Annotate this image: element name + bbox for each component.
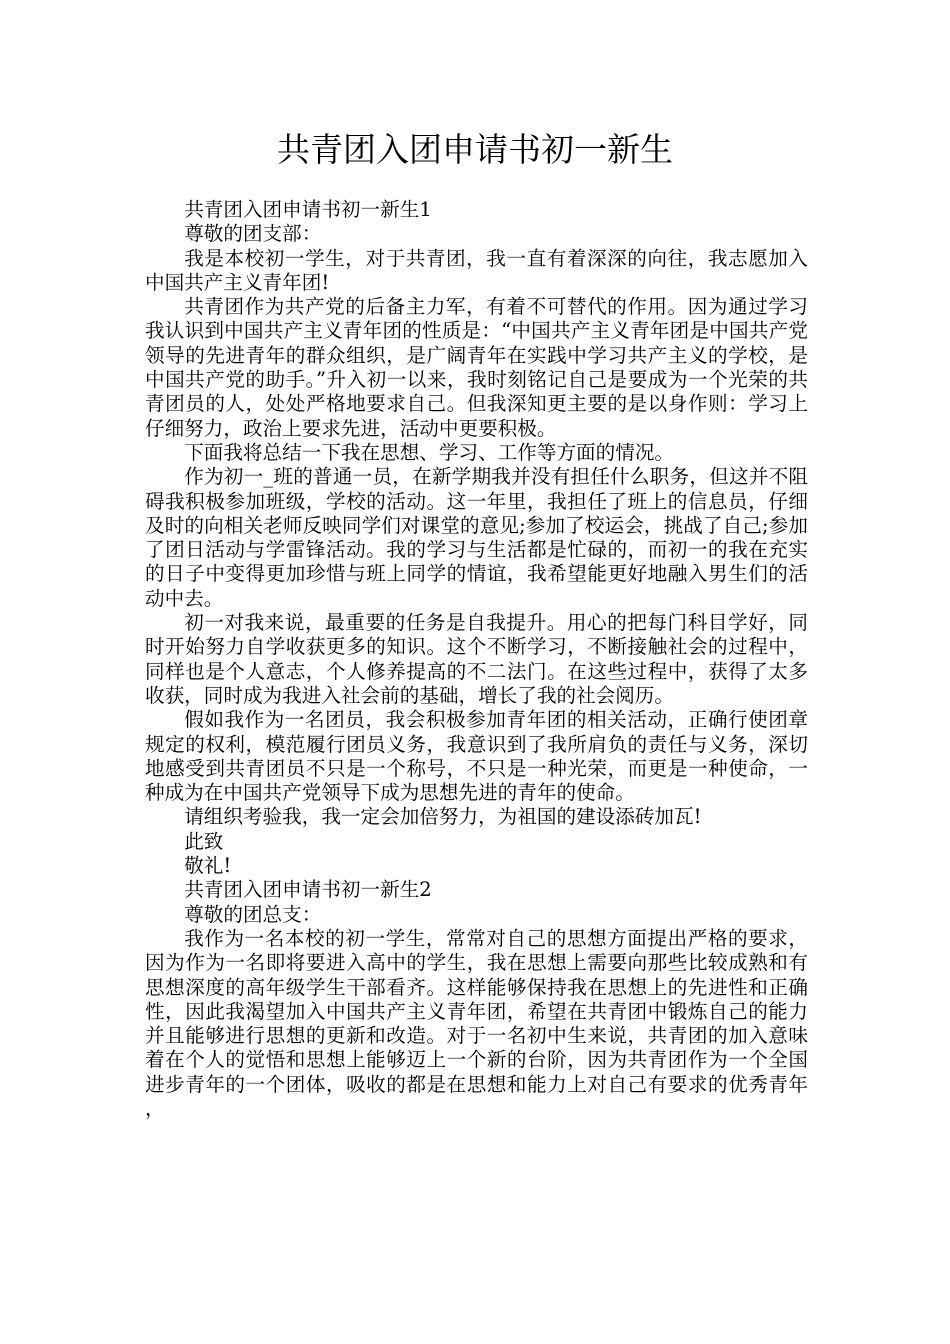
paragraph: 请组织考验我，我一定会加倍努力，为祖国的建设添砖加瓦! [184,805,702,829]
paragraph: 作为初一_班的普通一员，在新学期我并没有担任什么职务，但这并不阻碍我积极参加班级，学校的活动。这一年里，我担任了班上的信息员，仔细及时的向相关老师反映同学们对课堂的意见;参加了校运会，挑战了自己;参加了团日活动与学雷锋活动。我的学习与生活都是忙碌的，而初一的我在充实的日子中变得更加珍惜与班上同学的情谊，我希望能更好地融入男生们的活动中去。 [145,465,808,610]
document-body [145,198,808,1121]
paragraph: 我作为一名本校的初一学生，常常对自己的思想方面提出严格的要求，因为作为一名即将要进入高中的学生，我在思想上需要向那些比较成熟和有思想深度的高年级学生干部看齐。这样能够保持我在思想上的先进性和正确性，因此我渴望加入中国共产主义青年团，希望在共青团中锻炼自己的能力并且能够进行思想的更新和改造。对于一名初中生来说，共青团的加入意味着在个人的觉悟和思想上能够迈上一个新的台阶，因为共青团作为一个全国进步青年的一个团体，吸收的都是在思想和能力上对自己有要求的优秀青年， [145,926,808,1120]
paragraph: 初一对我来说，最重要的任务是自我提升。用心的把每门科目学好，同时开始努力自学收获更多的知识。这个不断学习，不断接触社会的过程中，同样也是个人意志，个人修养提高的不二法门。在这些过程中，获得了太多收获，同时成为我进入社会前的基础，增长了我的社会阅历。 [145,611,808,707]
salutation-1: 尊敬的团支部： [184,222,322,246]
paragraph: 假如我作为一名团员，我会积极参加青年团的相关活动，正确行使团章规定的权利，模范履行团员义务，我意识到了我所肩负的责任与义务，深切地感受到共青团员不只是一个称号，不只是一种光荣，而更是一种使命，一种成为在中国共产党领导下成为思想先进的青年的使命。 [145,708,808,805]
paragraph: 我是本校初一学生，对于共青团，我一直有着深深的向往，我志愿加入中国共产主义青年团! [145,246,808,294]
paragraph: 下面我将总结一下我在思想、学习、工作等方面的情况。 [184,440,675,464]
section-heading-1: 共青团入团申请书初一新生1 [184,198,432,221]
salutation-2: 尊敬的团总支： [184,902,322,926]
document-title: 共青团入团申请书初一新生 [277,130,673,169]
section-heading-2: 共青团入团申请书初一新生2 [184,878,432,902]
closing-line: 敬礼! [184,854,232,878]
closing-line: 此致 [184,829,224,853]
paragraph: 共青团作为共产党的后备主力军，有着不可替代的作用。因为通过学习我认识到中国共产主义青年团的性质是：“中国共产主义青年团是中国共产党领导的先进青年的群众组织，是广阔青年在实践中学习共产主义的学校，是中国共产党的助手。”升入初一以来，我时刻铭记自己是要成为一个光荣的共青团员的人，处处严格地要求自己。但我深知更主要的是以身作则：学习上仔细努力，政治上要求先进，活动中更要积极。 [145,295,808,440]
